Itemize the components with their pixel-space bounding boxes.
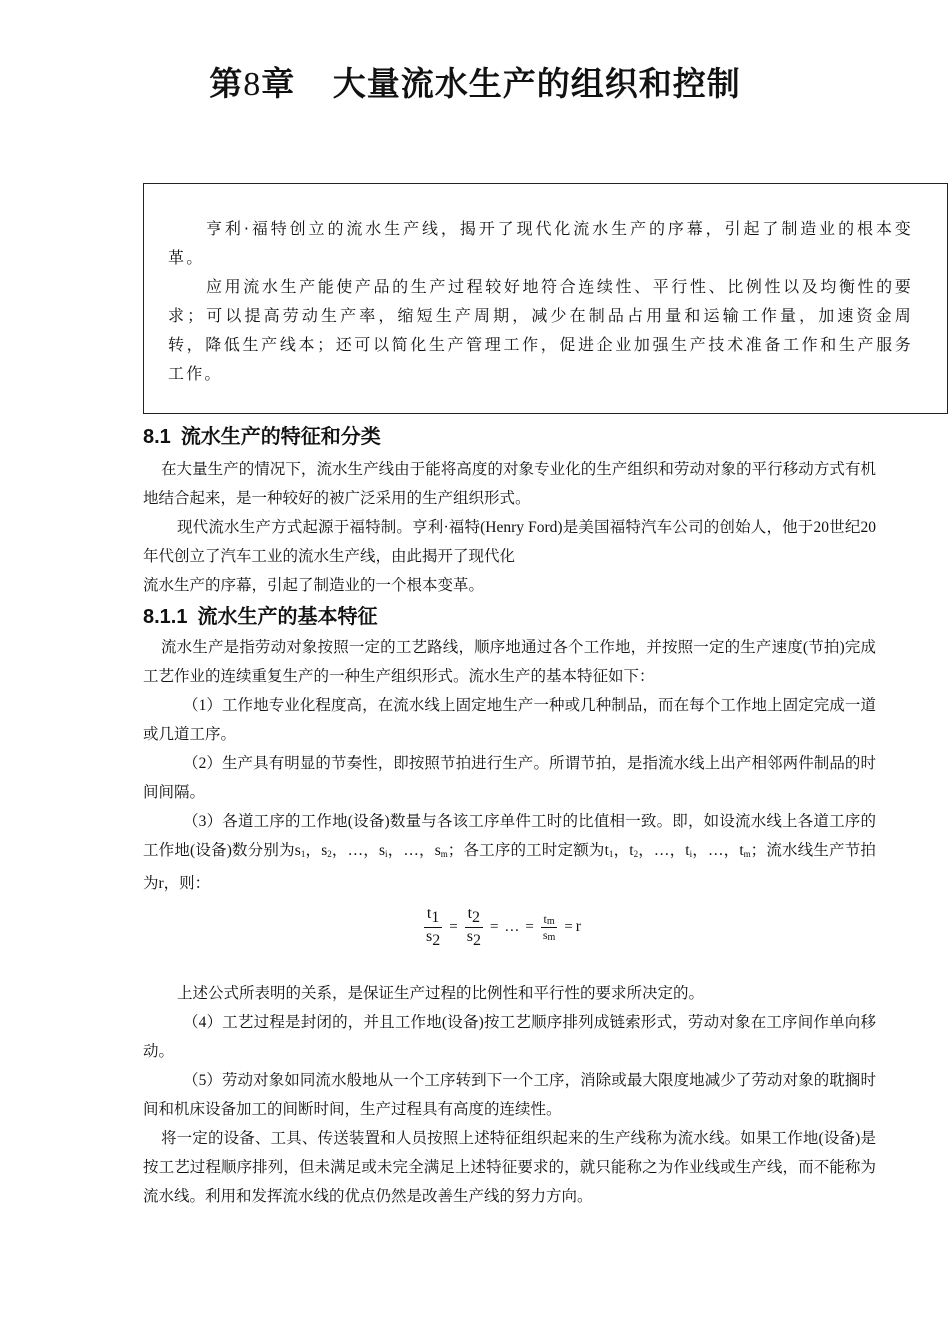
item3-text-c: ；流水线生产节拍为r，则： [143, 842, 876, 892]
sep: ， [331, 842, 348, 859]
t-sub-i: i [689, 849, 693, 859]
fraction-2 [465, 905, 483, 950]
chapter-suffix: 章 [261, 64, 296, 103]
equals-sign: = [564, 918, 573, 935]
fraction-m [541, 912, 557, 943]
equals-sign: = [525, 918, 534, 935]
sep: ， [363, 842, 379, 859]
equals-sign: = [449, 918, 458, 935]
ellipsis: … [347, 842, 364, 859]
intro-paragraph-1: 亨利·福特创立的流水生产线，揭开了现代化流水生产的序幕，引起了制造业的根本变革。 [168, 219, 913, 267]
sep: ， [305, 842, 322, 859]
ellipsis: … [707, 842, 724, 859]
sub: m [547, 931, 556, 943]
after-formula-paragraph: 上述公式所表明的关系，是保证生产过程的比例性和平行性的要求所决定的。 [177, 985, 705, 1002]
fraction-m-numerator [542, 912, 557, 927]
cycle-symbol: r [575, 918, 581, 935]
section-8-1-body [143, 455, 876, 600]
subsection-title: 流水生产的基本特征 [197, 604, 378, 628]
feature-item-4: （4）工艺过程是封闭的，并且工作地(设备)按工艺顺序排列成链索形式，劳动对象在工序间作单向移动。 [143, 1014, 876, 1060]
s-sub-2: 2 [327, 849, 332, 859]
fraction-2-numerator [466, 905, 482, 927]
t-sub-2: 2 [633, 849, 639, 859]
fraction-m-denominator [541, 927, 557, 943]
ellipsis: … [653, 842, 670, 859]
s-symbol: s [542, 927, 548, 942]
section-number: 8.1 [143, 426, 171, 448]
s-symbol: s [466, 927, 473, 945]
feature-item-3: （3）各道工序的工作地(设备)数量与各该工序单件工时的比值相一致。即，如设流水线上各道工序的工作地(设备)数分别为$s_1$，$s_2$，…，$s_i$，…，$s_m$；各工序的工时定额为$t_1$，$t_2$，…，$t_i$，…，$t_m$；流水线生产节拍为r，则： [143, 813, 876, 892]
item3-text-b: ；各工序的工时定额为 [447, 842, 605, 859]
feature-item-5: （5）劳动对象如同流水般地从一个工序转到下一个工序，消除或最大限度地减少了劳动对象的耽搁时间和机床设备加工的间断时间，生产过程具有高度的连续性。 [143, 1072, 876, 1118]
section-8-1-heading [143, 420, 381, 449]
flow-line-definition-paragraph: 将一定的设备、工具、传送装置和人员按照上述特征组织起来的生产线称为流水线。如果工作地(设备)是按工艺过程顺序排列，但未满足或未完全满足上述特征要求的，就只能称之为作业线或生产线，而不能称为流水线。利用和发挥流水线的优点仍然是改善生产线的努力方向。 [143, 1130, 876, 1205]
chapter-title-text: 大量流水生产的组织和控制 [332, 64, 741, 103]
sub: 2 [472, 908, 481, 926]
s-sub-i: i [385, 849, 388, 859]
sep: ， [723, 842, 740, 859]
section-8-1-1-heading [143, 600, 377, 629]
sub: 2 [432, 931, 441, 949]
sep: ， [418, 842, 435, 859]
chapter-intro-box [143, 183, 948, 414]
t-symbol: t [426, 904, 432, 922]
cycle-formula [420, 892, 581, 962]
section-8-1-paragraph-1: 在大量生产的情况下，流水生产线由于能将高度的对象专业化的生产组织和劳动对象的平行移动方式有机地结合起来，是一种较好的被广泛采用的生产组织形式。 [143, 461, 876, 507]
section-8-1-paragraph-2b: 流水生产的序幕，引起了制造业的一个根本变革。 [143, 577, 485, 594]
feature-item-2: （2）生产具有明显的节奏性，即按照节拍进行生产。所谓节拍，是指流水线上出产相邻两件制品的时间间隔。 [143, 755, 876, 801]
section-title: 流水生产的特征和分类 [180, 424, 381, 448]
fraction-1-numerator [425, 905, 441, 927]
s-sub-1: 1 [300, 849, 306, 859]
t-symbol: t [543, 911, 547, 926]
fraction-2-denominator [465, 927, 483, 950]
chapter-title [0, 58, 950, 105]
sep: ， [387, 842, 404, 859]
ellipsis: … [403, 842, 419, 859]
feature-item-1: （1）工作地专业化程度高，在流水线上固定地生产一种或几种制品，而在每个工作地上固定完成一道或几道工序。 [143, 697, 876, 743]
sub: 1 [431, 908, 440, 926]
sep: ， [669, 842, 686, 859]
sep: ， [692, 842, 708, 859]
item3-text-a: （3）各道工序的工作地(设备)数量与各该工序单件工时的比值相一致。即，如设流水线上各道工序的工作地(设备)数分别为 [143, 813, 876, 859]
sep: ， [638, 842, 654, 859]
s-symbol: s [426, 927, 433, 945]
section-8-1-paragraph-2a: 现代流水生产方式起源于福特制。亨利·福特(Henry Ford)是美国福特汽车公司的创始人，他于20世纪20年代创立了汽车工业的流水生产线，由此揭开了现代化 [143, 519, 876, 565]
fraction-1 [424, 905, 442, 950]
fraction-1-denominator [424, 927, 442, 950]
ellipsis: … [504, 918, 520, 935]
t-sub-m: m [743, 849, 751, 859]
intro-paragraph-2: 应用流水生产能使产品的生产过程较好地符合连续性、平行性、比例性以及均衡性的要求；可以提高劳动生产率，缩短生产周期，减少在制品占用量和运输工作量，加速资金周转，降低生产线本；还可以简化生产管理工作，促进企业加强生产技术准备工作和生产服务工作。 [168, 277, 913, 383]
chapter-number: 8 [243, 66, 262, 103]
section-8-1-1-body-bottom [143, 979, 876, 1211]
t-symbol: t [467, 904, 473, 922]
chapter-prefix: 第 [209, 64, 244, 103]
section-8-1-1-body-top [143, 633, 876, 898]
subsection-number: 8.1.1 [143, 606, 188, 628]
s-sub-m: m [440, 849, 448, 859]
sub: m [546, 915, 555, 927]
sep: ， [613, 842, 630, 859]
equals-sign: = [489, 918, 499, 935]
sub: 2 [472, 931, 481, 949]
t-sub-1: 1 [608, 849, 614, 859]
subsection-paragraph-1: 流水生产是指劳动对象按照一定的工艺路线，顺序地通过各个工作地，并按照一定的生产速度(节拍)完成工艺作业的连续重复生产的一种生产组织形式。流水生产的基本特征如下： [143, 639, 876, 685]
